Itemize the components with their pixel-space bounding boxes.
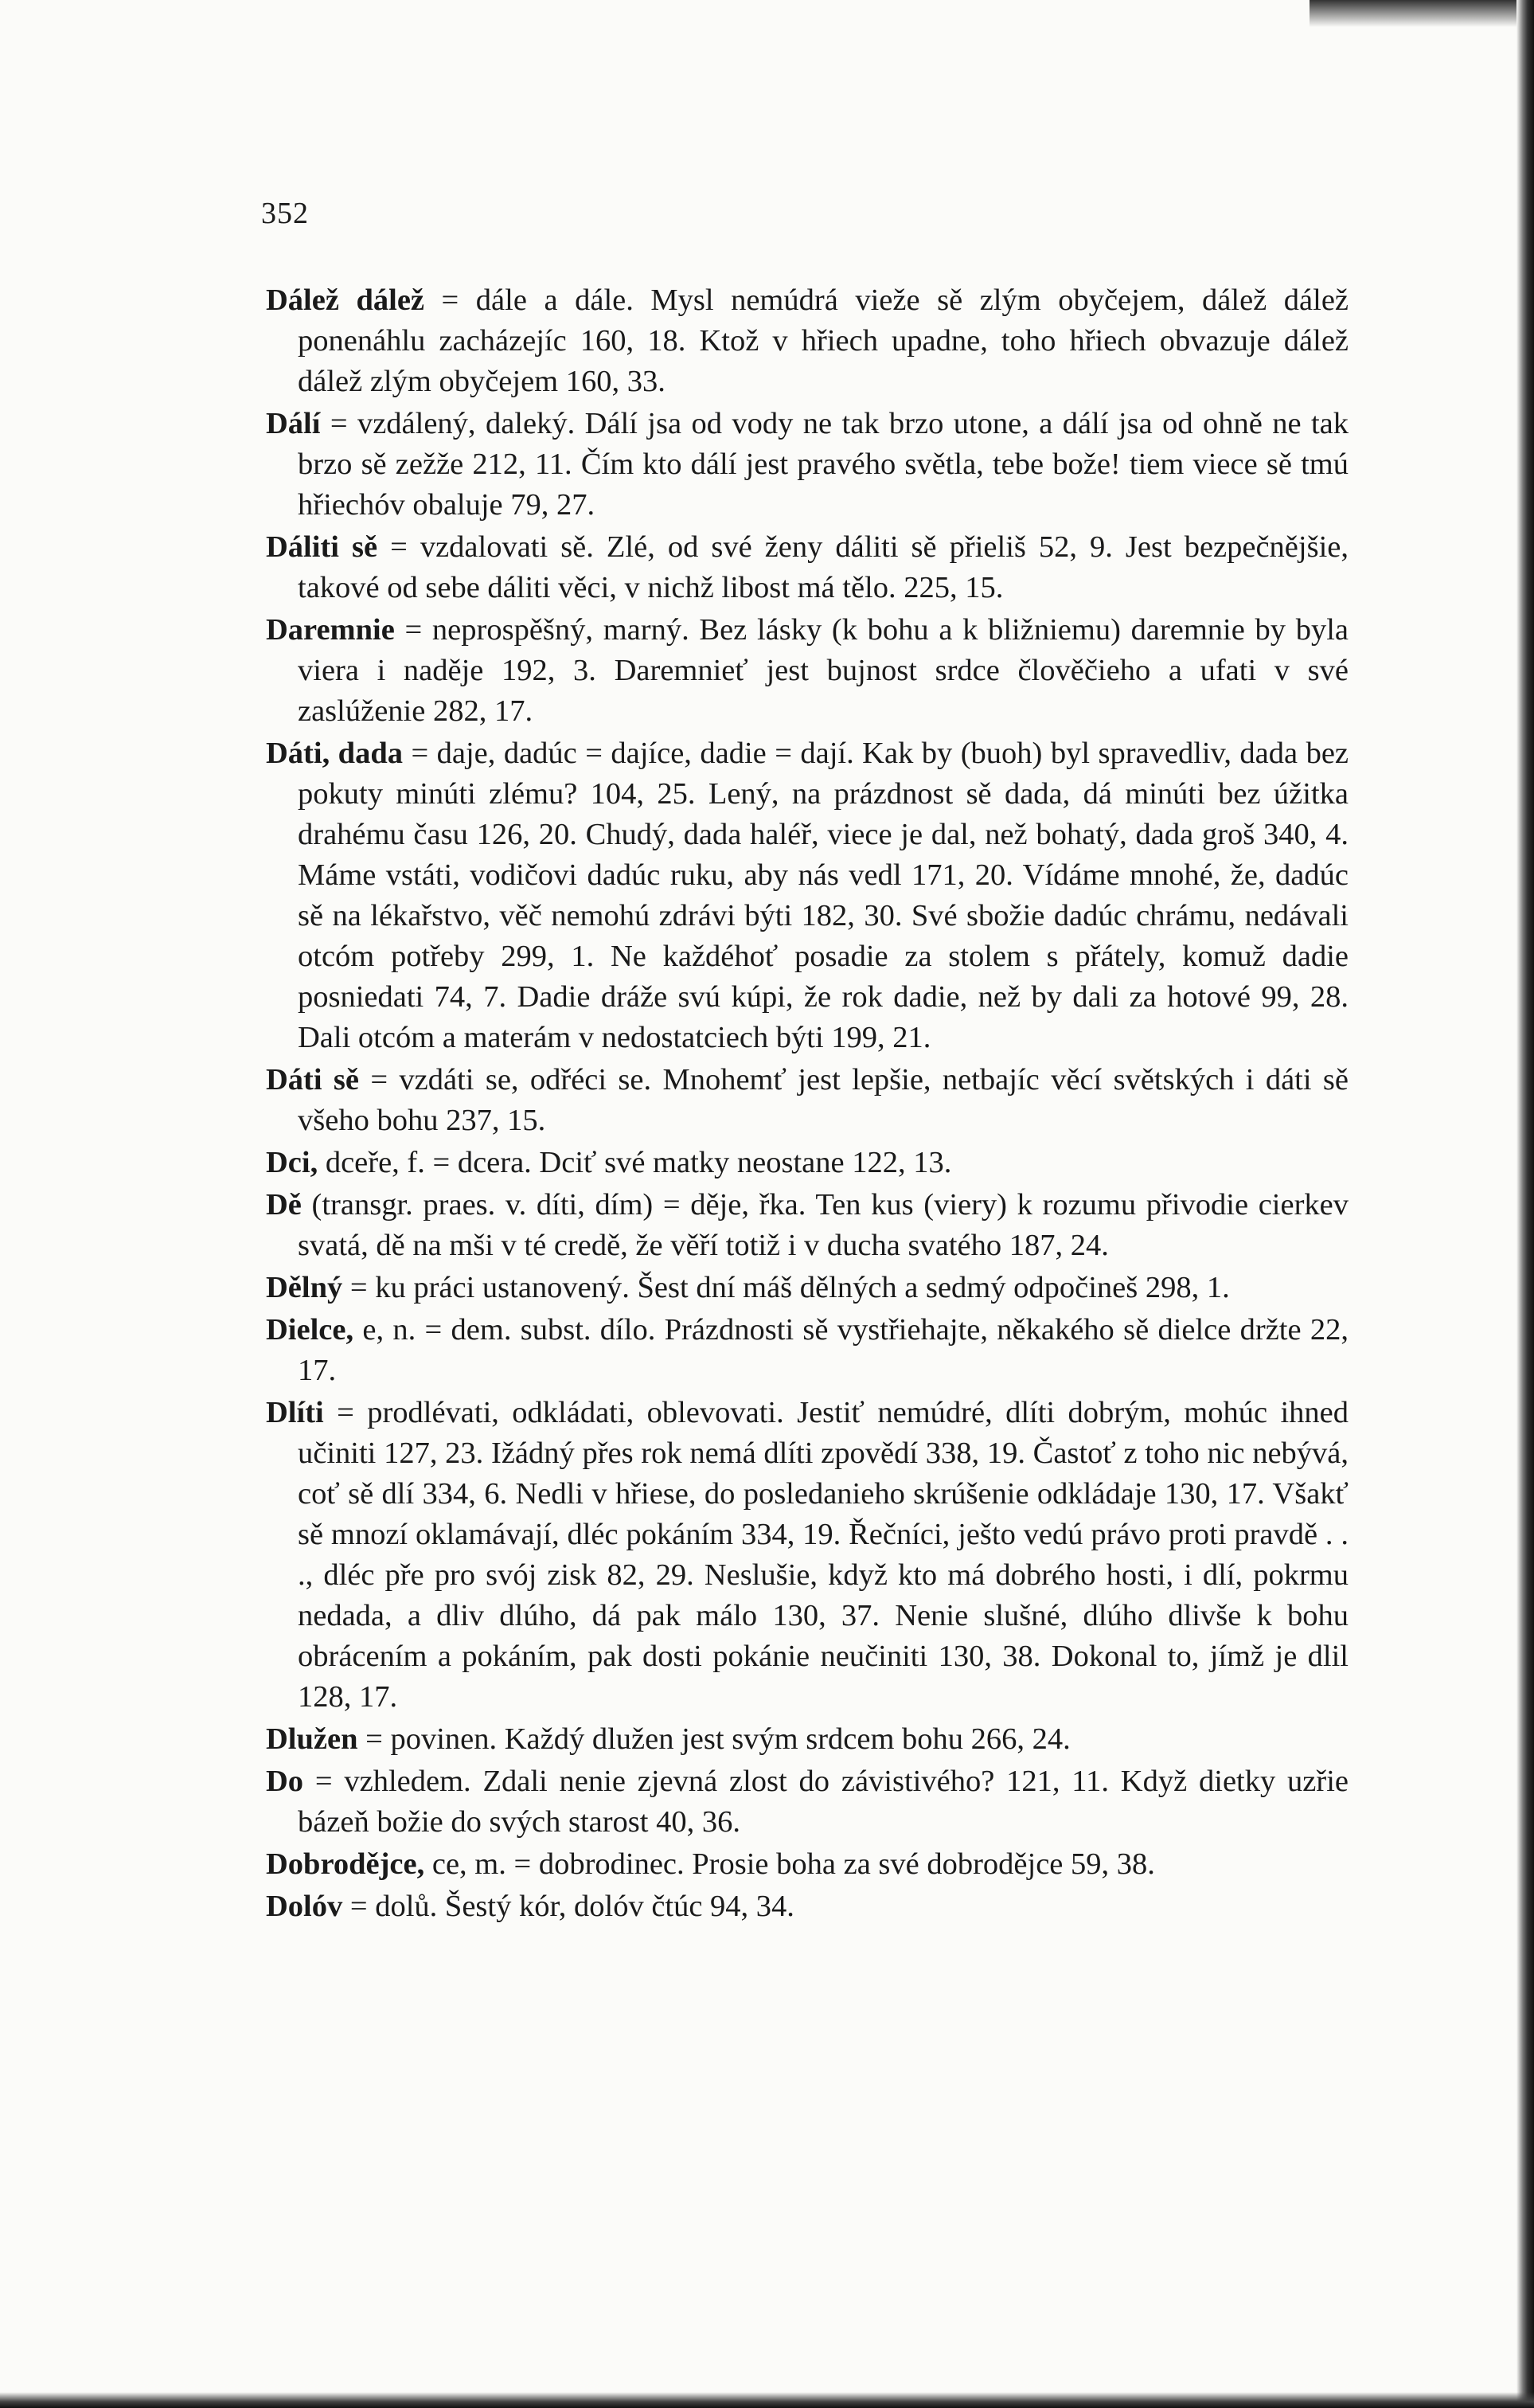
definition: = neprospěšný, marný. Bez lásky (k bohu a k bližniemu) daremnie by byla viera i naděje 192, 3. Daremnieť jest bujnost srdce člověčieho a ufati v své zaslúženie 282, 17. [298,613,1349,728]
dictionary-entry [266,610,1349,732]
dictionary-entry [266,1143,1349,1183]
headword: Dálí [266,407,321,440]
headword: Dělný [266,1271,343,1304]
headword: Dáti sě [266,1063,359,1096]
dictionary-entry [266,1185,1349,1266]
page-edge-shadow-right [1516,0,1534,2408]
dictionary-entry [266,1844,1349,1885]
dictionary-entry [266,1393,1349,1718]
page-edge-shadow-bottom [0,2392,1534,2408]
definition: = daje, dadúc = dajíce, dadie = dají. Kak by (buoh) byl spravedliv, dada bez pokuty minúti zlému? 104, 25. Lený, na prázdnost sě dada, dá minúti bez úžitka drahému času 126, 20. Chudý, dada haléř, viece je dal, než bohatý, dada groš 340, 4. Máme vstáti, vodičovi dadúc ruku, aby nás vedl 171, 20. Vídáme mnohé, že, dadúc sě na lékařstvo, věč nemohú zdrávi býti 182, 30. Své sbožie dadúc chrámu, nedávali otcóm potřeby 299, 1. Ne každéhoť posadie za stolem s přátely, komuž dadie posniedati 74, 7. Dadie dráže svú kúpi, že rok dadie, než by dali za hotové 99, 28. Dali otcóm a materám v nedostatciech býti 199, 21. [298,737,1349,1054]
definition: = ku práci ustanovený. Šest dní máš dělných a sedmý odpočineš 298, 1. [342,1271,1230,1304]
dictionary-entry [266,1310,1349,1391]
dictionary-entry [266,1886,1349,1927]
headword: Dlužen [266,1722,358,1756]
definition: = vzdálený, daleký. Dálí jsa od vody ne tak brzo utone, a dálí jsa od ohně ne tak brzo sě zežže 212, 11. Čím kto dálí jest pravého světla, tebe bože! tiem viece sě tmú hřiechóv obaluje 79, 27. [298,407,1349,522]
dictionary-entry [266,527,1349,608]
headword: Dielce, [266,1313,354,1347]
dictionary-entry [266,280,1349,402]
dictionary-entry [266,404,1349,526]
definition: (transgr. praes. v. díti, dím) = děje, řka. Ten kus (viery) k rozumu přivodie cierkev svatá, dě na mši v té credě, že věří totiž i v ducha svatého 187, 24. [298,1188,1349,1262]
definition: dceře, f. = dcera. Dciť své matky neostane 122, 13. [318,1146,952,1179]
headword: Dě [266,1188,302,1222]
definition: = dolů. Šestý kór, dolóv čtúc 94, 34. [342,1890,794,1923]
headword: Dálež dálež [266,283,425,317]
dictionary-entry [266,1268,1349,1308]
dictionary-entry [266,1060,1349,1141]
headword: Do [266,1765,304,1798]
page-edge-shadow-top [1310,0,1516,27]
headword: Dlíti [266,1396,324,1429]
dictionary-entries [266,280,1349,1929]
headword: Dáti, dada [266,737,403,770]
headword: Dáliti sě [266,530,378,564]
headword: Daremnie [266,613,395,647]
definition: = vzdalovati sě. Zlé, od své ženy dáliti sě přieliš 52, 9. Jest bezpečnějšie, takové od sebe dáliti věci, v nichž libost má tělo. 225, 15. [298,530,1349,604]
dictionary-entry [266,1719,1349,1760]
dictionary-entry [266,1761,1349,1843]
headword: Dolóv [266,1890,343,1923]
definition: = vzdáti se, odřéci se. Mnohemť jest lepšie, netbajíc věcí světských i dáti sě všeho bohu 237, 15. [298,1063,1349,1137]
definition: = vzhledem. Zdali nenie zjevná zlost do závistivého? 121, 11. Když dietky uzřie bázeň božie do svých starost 40, 36. [298,1765,1349,1839]
definition: = prodlévati, odkládati, oblevovati. Jestiť nemúdré, dlíti dobrým, mohúc ihned učiniti 127, 23. Ižádný přes rok nemá dlíti zpovědí 338, 19. Častoť z toho nic nebývá, coť sě dlí 334, 6. Nedli v hřiese, do posledanieho skrúšenie odkládaje 130, 17. Všakť sě mnozí oklamávají, dléc pokáním 334, 19. Řečníci, ješto vedú právo proti pravdě . . ., dléc pře pro svój zisk 82, 29. Neslušie, když kto má dobrého hosti, i dlí, pokrmu nedada, a dliv dlúho, dá pak málo 130, 37. Nenie slušné, dlúho dlivše k bohu obrácením a pokáním, pak dosti pokánie neučiniti 130, 38. Dokonal to, jímž je dlil 128, 17. [298,1396,1349,1714]
definition: = dále a dále. Mysl nemúdrá vieže sě zlým obyčejem, dálež dálež ponenáhlu zacházejíc 160, 18. Ktož v hřiech upadne, toho hřiech obvazuje dálež dálež zlým obyčejem 160, 33. [298,283,1349,398]
definition: e, n. = dem. subst. dílo. Prázdnosti sě vystřiehajte, někakého sě dielce držte 22, 17. [298,1313,1349,1387]
dictionary-entry [266,733,1349,1058]
headword: Dobroděјce, [266,1847,425,1881]
headword: Dci, [266,1146,318,1179]
definition: ce, m. = dobrodinec. Prosie boha za své dobroděјce 59, 38. [424,1847,1155,1881]
definition: = povinen. Každý dlužen jest svým srdcem bohu 266, 24. [357,1722,1071,1756]
page-number: 352 [261,197,309,230]
